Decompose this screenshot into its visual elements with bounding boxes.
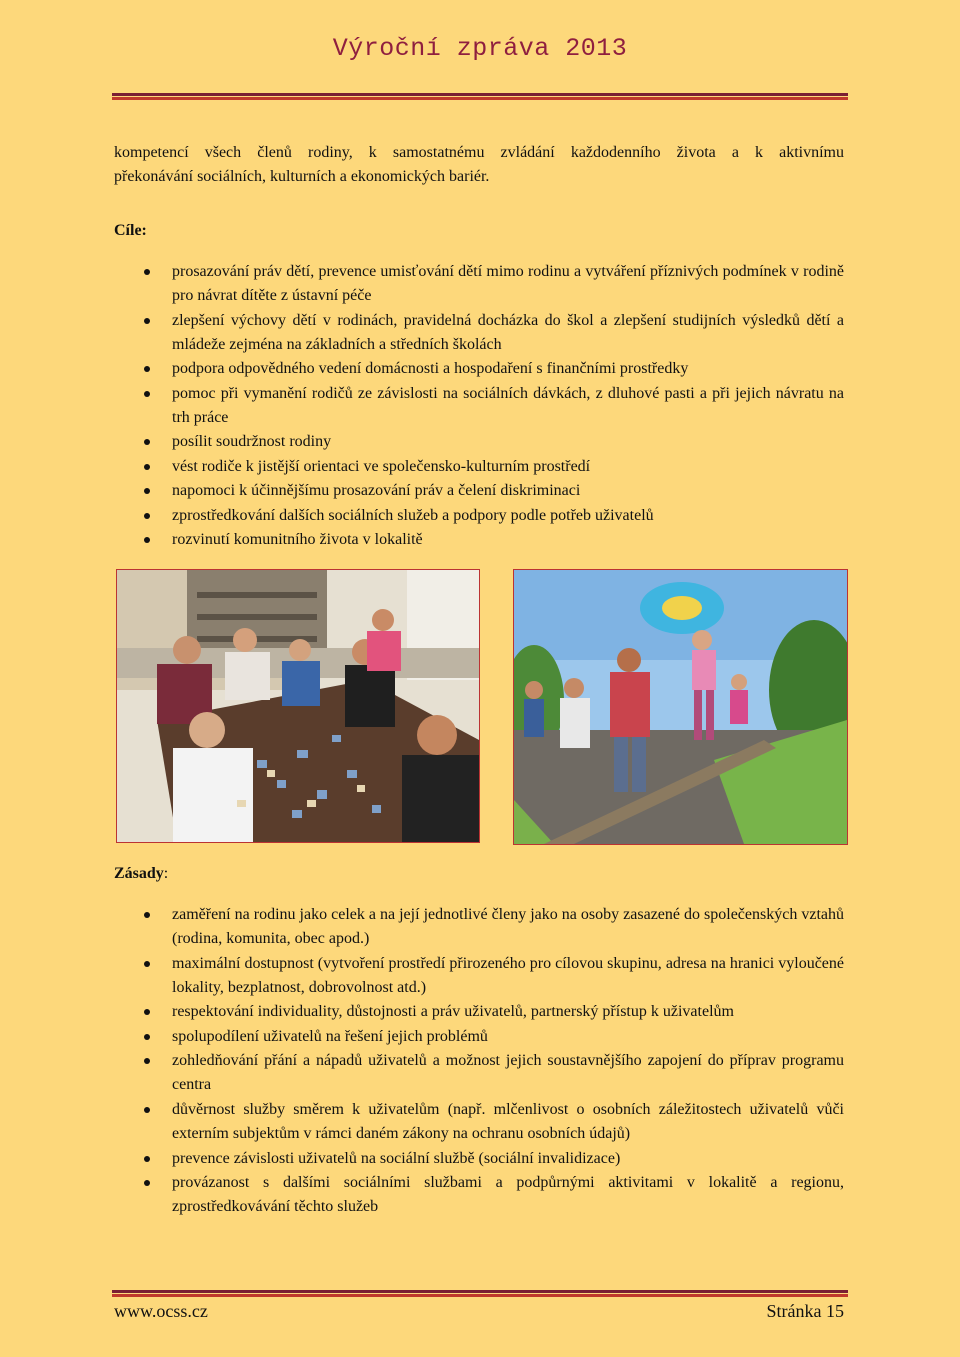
list-item: posílit soudržnost rodiny: [172, 430, 844, 454]
bullet-icon: [144, 1058, 150, 1064]
cile-heading: Cíle:: [114, 222, 147, 239]
list-item: zohledňování přání a nápadů uživatelů a možnost jejich soustavnějšího zapojení do příprav programu centra: [172, 1049, 844, 1097]
bullet-icon: [144, 464, 150, 470]
bullet-icon: [144, 513, 150, 519]
list-item: zprostředkování dalších sociálních služeb a podpory podle potřeb uživatelů: [172, 504, 844, 528]
list-item: důvěrnost služby směrem k uživatelům (např. mlčenlivost o osobních záležitostech uživatelů vůči externím subjektům v rámci daném zákony na ochranu osobních údajů): [172, 1098, 844, 1146]
photo-outdoor-balance-activity: [513, 569, 848, 845]
list-item: podpora odpovědného vedení domácnosti a hospodaření s finančními prostředky: [172, 357, 844, 381]
bullet-icon: [144, 318, 150, 324]
cile-list: [172, 260, 844, 553]
bullet-icon: [144, 537, 150, 543]
header-rule: [112, 93, 848, 100]
footer-page-number: Stránka 15: [766, 1301, 844, 1321]
intro-line-2: překonávání sociálních, kulturních a ekonomických bariér.: [114, 168, 490, 185]
bullet-icon: [144, 912, 150, 918]
list-item: zlepšení výchovy dětí v rodinách, pravidelná docházka do škol a zlepšení studijních výsledků dětí a mládeže zejména na základních a středních školách: [172, 309, 844, 357]
bullet-icon: [144, 1156, 150, 1162]
bullet-icon: [144, 366, 150, 372]
footer-website: www.ocss.cz: [114, 1301, 208, 1321]
zasady-list: [172, 903, 844, 1220]
list-item: respektování individuality, důstojnosti a práv uživatelů, partnerský přístup k uživatelům: [172, 1000, 844, 1024]
list-item: zaměření na rodinu jako celek a na její jednotlivé členy jako na osoby zasazené do společenských vztahů (rodina, komunita, obec apod.): [172, 903, 844, 951]
zasady-heading: Zásady:: [114, 865, 169, 882]
footer-rule: [112, 1290, 848, 1297]
bullet-icon: [144, 439, 150, 445]
list-item: pomoc při vymanění rodičů ze závislosti na sociálních dávkách, z dluhové pasti a při jejich návratu na trh práce: [172, 382, 844, 430]
photo-puzzle-activity: [116, 569, 480, 843]
list-item: prosazování práv dětí, prevence umisťování dětí mimo rodinu a vytváření příznivých podmínek v rodině pro návrat dítěte z ústavní péče: [172, 260, 844, 308]
bullet-icon: [144, 488, 150, 494]
bullet-icon: [144, 1034, 150, 1040]
page-header-title: Výroční zpráva 2013: [332, 34, 628, 63]
list-item: spolupodílení uživatelů na řešení jejich problémů: [172, 1025, 844, 1049]
list-item: vést rodiče k jistější orientaci ve společensko-kulturním prostředí: [172, 455, 844, 479]
list-item: provázanost s dalšími sociálními službami a podpůrnými aktivitami v lokalitě a regionu, zprostředkovávání těchto služeb: [172, 1171, 844, 1219]
intro-paragraph: [114, 141, 844, 189]
bullet-icon: [144, 961, 150, 967]
list-item: maximální dostupnost (vytvoření prostředí přirozeného pro cílovou skupinu, adresa na hranici vyloučené lokality, bezplatnost, dobrovolnost atd.): [172, 952, 844, 1000]
bullet-icon: [144, 1180, 150, 1186]
intro-line-1: kompetencí všech členů rodiny, k samostatnému zvládání každodenního života a k aktivnímu: [114, 144, 844, 161]
bullet-icon: [144, 391, 150, 397]
bullet-icon: [144, 1009, 150, 1015]
list-item: prevence závislosti uživatelů na sociální službě (sociální invalidizace): [172, 1147, 844, 1171]
bullet-icon: [144, 269, 150, 275]
list-item: rozvinutí komunitního života v lokalitě: [172, 528, 844, 552]
bullet-icon: [144, 1107, 150, 1113]
list-item: napomoci k účinnějšímu prosazování práv a čelení diskriminaci: [172, 479, 844, 503]
